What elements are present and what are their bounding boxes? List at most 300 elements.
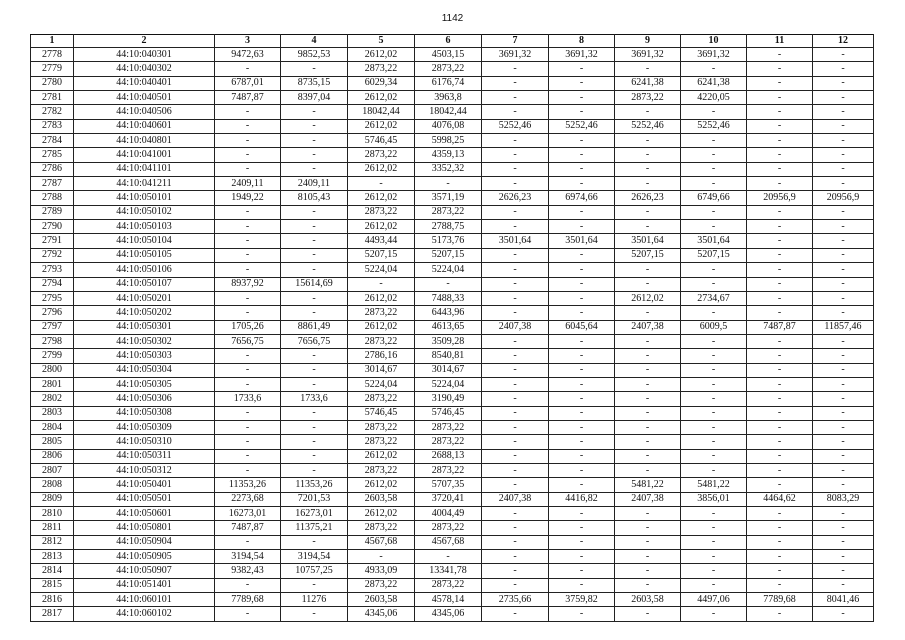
table-cell-col-2: 44:10:050308 — [74, 406, 215, 420]
table-cell-col-10: 3501,64 — [681, 234, 747, 248]
table-cell-col-3: 7487,87 — [215, 91, 281, 105]
table-cell-col-9: 5207,15 — [615, 248, 681, 262]
table-cell-col-4: - — [281, 62, 348, 76]
table-cell-col-4: - — [281, 220, 348, 234]
table-cell-col-9: - — [615, 564, 681, 578]
table-cell-col-2: 44:10:050202 — [74, 306, 215, 320]
column-header-8: 8 — [549, 35, 615, 48]
table-row — [31, 134, 874, 148]
table-cell-col-5: 2873,22 — [348, 392, 415, 406]
table-cell-col-7: 3691,32 — [482, 48, 549, 62]
table-cell-col-12: - — [813, 205, 874, 219]
table-cell-col-11: - — [747, 392, 813, 406]
table-cell-col-12: - — [813, 220, 874, 234]
table-cell-col-7: 5252,46 — [482, 119, 549, 133]
table-cell-col-6: 2688,13 — [415, 449, 482, 463]
table-cell-col-6: 4578,14 — [415, 593, 482, 607]
table-cell-col-8: - — [549, 349, 615, 363]
table-cell-col-11: - — [747, 277, 813, 291]
table-cell-col-5: 2873,22 — [348, 306, 415, 320]
table-cell-col-5: 6029,34 — [348, 76, 415, 90]
table-cell-col-9: - — [615, 435, 681, 449]
table-cell-col-10: 3856,01 — [681, 492, 747, 506]
table-cell-col-4: - — [281, 119, 348, 133]
table-cell-col-2: 44:10:041001 — [74, 148, 215, 162]
table-cell-col-2: 44:10:040302 — [74, 62, 215, 76]
table-cell-col-8: 3759,82 — [549, 593, 615, 607]
table-cell-col-12: - — [813, 392, 874, 406]
table-row — [31, 76, 874, 90]
table-row — [31, 248, 874, 262]
table-cell-col-8: - — [549, 291, 615, 305]
table-cell-col-8: - — [549, 134, 615, 148]
table-cell-col-10: 6749,66 — [681, 191, 747, 205]
table-cell-col-12: - — [813, 420, 874, 434]
table-cell-col-2: 44:10:050107 — [74, 277, 215, 291]
table-cell-col-10: - — [681, 306, 747, 320]
table-cell-col-10: - — [681, 162, 747, 176]
table-cell-col-8: - — [549, 162, 615, 176]
table-cell-col-4: - — [281, 463, 348, 477]
table-cell-col-3: - — [215, 363, 281, 377]
table-cell-col-11: - — [747, 105, 813, 119]
table-cell-col-10: - — [681, 349, 747, 363]
table-cell-col-8: - — [549, 205, 615, 219]
table-cell-col-6: 4004,49 — [415, 507, 482, 521]
table-cell-col-8: - — [549, 507, 615, 521]
table-cell-col-4: 7656,75 — [281, 334, 348, 348]
table-cell-col-2: 44:10:050104 — [74, 234, 215, 248]
column-header-3: 3 — [215, 35, 281, 48]
table-row — [31, 162, 874, 176]
table-cell-col-9: 2873,22 — [615, 91, 681, 105]
table-cell-col-11: - — [747, 248, 813, 262]
table-cell-col-10: - — [681, 377, 747, 391]
table-cell-col-7: - — [482, 507, 549, 521]
table-cell-col-9: - — [615, 607, 681, 621]
table-cell-col-1: 2787 — [31, 177, 74, 191]
table-cell-col-2: 44:10:050311 — [74, 449, 215, 463]
table-cell-col-11: 20956,9 — [747, 191, 813, 205]
table-cell-col-12: - — [813, 578, 874, 592]
table-cell-col-12: - — [813, 306, 874, 320]
table-cell-col-9: 3501,64 — [615, 234, 681, 248]
table-cell-col-1: 2781 — [31, 91, 74, 105]
table-row — [31, 535, 874, 549]
table-cell-col-8: - — [549, 277, 615, 291]
table-cell-col-6: - — [415, 550, 482, 564]
table-cell-col-3: 2409,11 — [215, 177, 281, 191]
table-cell-col-2: 44:10:050309 — [74, 420, 215, 434]
table-cell-col-11: - — [747, 349, 813, 363]
table-cell-col-11: - — [747, 535, 813, 549]
table-cell-col-11: - — [747, 148, 813, 162]
table-cell-col-7: - — [482, 277, 549, 291]
table-cell-col-2: 44:10:051401 — [74, 578, 215, 592]
table-cell-col-5: 4493,44 — [348, 234, 415, 248]
table-cell-col-8: 6974,66 — [549, 191, 615, 205]
column-header-7: 7 — [482, 35, 549, 48]
table-cell-col-9: 5481,22 — [615, 478, 681, 492]
table-cell-col-12: - — [813, 291, 874, 305]
table-cell-col-7: - — [482, 177, 549, 191]
table-cell-col-6: 2873,22 — [415, 435, 482, 449]
table-cell-col-5: 5224,04 — [348, 377, 415, 391]
table-cell-col-1: 2785 — [31, 148, 74, 162]
table-cell-col-5: 2612,02 — [348, 220, 415, 234]
table-cell-col-9: - — [615, 306, 681, 320]
table-cell-col-4: - — [281, 263, 348, 277]
table-cell-col-8: - — [549, 449, 615, 463]
table-cell-col-9: 2626,23 — [615, 191, 681, 205]
table-cell-col-11: - — [747, 478, 813, 492]
table-cell-col-7: 3501,64 — [482, 234, 549, 248]
table-cell-col-2: 44:10:050306 — [74, 392, 215, 406]
data-table — [30, 34, 874, 622]
table-row — [31, 593, 874, 607]
table-cell-col-4: 1733,6 — [281, 392, 348, 406]
table-cell-col-10: - — [681, 363, 747, 377]
table-cell-col-8: - — [549, 435, 615, 449]
table-cell-col-3: - — [215, 349, 281, 363]
table-cell-col-6: 5224,04 — [415, 377, 482, 391]
table-cell-col-10: - — [681, 578, 747, 592]
table-cell-col-12: - — [813, 349, 874, 363]
table-cell-col-4: 15614,69 — [281, 277, 348, 291]
table-cell-col-5: 5224,04 — [348, 263, 415, 277]
table-cell-col-3: - — [215, 248, 281, 262]
table-cell-col-10: - — [681, 177, 747, 191]
table-cell-col-7: - — [482, 205, 549, 219]
table-cell-col-11: - — [747, 234, 813, 248]
table-cell-col-1: 2817 — [31, 607, 74, 621]
table-cell-col-10: - — [681, 535, 747, 549]
table-cell-col-9: - — [615, 220, 681, 234]
table-cell-col-5: 2873,22 — [348, 334, 415, 348]
table-row — [31, 463, 874, 477]
table-cell-col-11: - — [747, 91, 813, 105]
table-cell-col-8: - — [549, 105, 615, 119]
table-row — [31, 492, 874, 506]
table-cell-col-9: - — [615, 550, 681, 564]
table-cell-col-5: 2612,02 — [348, 449, 415, 463]
table-cell-col-5: 2873,22 — [348, 205, 415, 219]
table-cell-col-6: 3190,49 — [415, 392, 482, 406]
table-cell-col-8: 3501,64 — [549, 234, 615, 248]
table-cell-col-3: - — [215, 263, 281, 277]
table-cell-col-3: 7789,68 — [215, 593, 281, 607]
column-header-10: 10 — [681, 35, 747, 48]
table-cell-col-9: - — [615, 105, 681, 119]
table-cell-col-7: - — [482, 162, 549, 176]
table-cell-col-2: 44:10:050102 — [74, 205, 215, 219]
table-cell-col-5: 2873,22 — [348, 148, 415, 162]
table-cell-col-7: - — [482, 420, 549, 434]
table-cell-col-9: 5252,46 — [615, 119, 681, 133]
table-cell-col-4: - — [281, 205, 348, 219]
table-cell-col-7: - — [482, 521, 549, 535]
table-cell-col-10: 5207,15 — [681, 248, 747, 262]
table-cell-col-3: 2273,68 — [215, 492, 281, 506]
table-cell-col-7: - — [482, 377, 549, 391]
table-cell-col-10: - — [681, 334, 747, 348]
table-cell-col-1: 2803 — [31, 406, 74, 420]
table-cell-col-12: - — [813, 449, 874, 463]
table-cell-col-1: 2810 — [31, 507, 74, 521]
table-row — [31, 91, 874, 105]
table-cell-col-6: 4345,06 — [415, 607, 482, 621]
table-cell-col-11: - — [747, 406, 813, 420]
table-cell-col-2: 44:10:041101 — [74, 162, 215, 176]
column-header-5: 5 — [348, 35, 415, 48]
table-cell-col-7: - — [482, 62, 549, 76]
table-cell-col-1: 2791 — [31, 234, 74, 248]
column-header-12: 12 — [813, 35, 874, 48]
table-cell-col-2: 44:10:050310 — [74, 435, 215, 449]
table-cell-col-1: 2813 — [31, 550, 74, 564]
table-cell-col-6: 3509,28 — [415, 334, 482, 348]
table-cell-col-3: 1949,22 — [215, 191, 281, 205]
table-cell-col-1: 2778 — [31, 48, 74, 62]
table-cell-col-3: 11353,26 — [215, 478, 281, 492]
table-cell-col-4: 11276 — [281, 593, 348, 607]
table-cell-col-9: - — [615, 263, 681, 277]
table-cell-col-6: 2873,22 — [415, 62, 482, 76]
table-cell-col-1: 2808 — [31, 478, 74, 492]
table-row — [31, 521, 874, 535]
table-row — [31, 177, 874, 191]
table-cell-col-3: - — [215, 435, 281, 449]
table-cell-col-1: 2804 — [31, 420, 74, 434]
table-cell-col-7: - — [482, 578, 549, 592]
table-cell-col-3: - — [215, 377, 281, 391]
table-cell-col-1: 2805 — [31, 435, 74, 449]
table-row — [31, 105, 874, 119]
table-cell-col-2: 44:10:050601 — [74, 507, 215, 521]
table-cell-col-7: - — [482, 607, 549, 621]
table-cell-col-8: - — [549, 248, 615, 262]
table-cell-col-6: - — [415, 177, 482, 191]
table-cell-col-6: 18042,44 — [415, 105, 482, 119]
table-cell-col-12: - — [813, 478, 874, 492]
table-cell-col-7: - — [482, 76, 549, 90]
table-cell-col-8: - — [549, 535, 615, 549]
table-cell-col-9: - — [615, 349, 681, 363]
table-cell-col-4: 9852,53 — [281, 48, 348, 62]
table-cell-col-1: 2797 — [31, 320, 74, 334]
table-cell-col-3: - — [215, 578, 281, 592]
table-body — [31, 48, 874, 622]
table-cell-col-10: - — [681, 105, 747, 119]
table-cell-col-12: - — [813, 76, 874, 90]
table-cell-col-9: - — [615, 162, 681, 176]
table-cell-col-12: - — [813, 105, 874, 119]
table-cell-col-5: 5746,45 — [348, 406, 415, 420]
table-cell-col-5: 2873,22 — [348, 435, 415, 449]
table-cell-col-10: 2734,67 — [681, 291, 747, 305]
table-cell-col-3: - — [215, 306, 281, 320]
table-cell-col-6: 7488,33 — [415, 291, 482, 305]
table-cell-col-8: - — [549, 306, 615, 320]
table-cell-col-7: - — [482, 248, 549, 262]
table-cell-col-8: 4416,82 — [549, 492, 615, 506]
table-cell-col-6: 3571,19 — [415, 191, 482, 205]
table-cell-col-3: - — [215, 62, 281, 76]
table-cell-col-4: 2409,11 — [281, 177, 348, 191]
table-cell-col-5: 2612,02 — [348, 48, 415, 62]
table-row — [31, 363, 874, 377]
table-cell-col-5: 2873,22 — [348, 521, 415, 535]
table-cell-col-12: 20956,9 — [813, 191, 874, 205]
table-cell-col-5: 18042,44 — [348, 105, 415, 119]
table-row — [31, 607, 874, 621]
table-cell-col-6: 3352,32 — [415, 162, 482, 176]
table-cell-col-12: - — [813, 564, 874, 578]
table-cell-col-6: 2873,22 — [415, 205, 482, 219]
table-cell-col-1: 2802 — [31, 392, 74, 406]
table-cell-col-3: - — [215, 449, 281, 463]
table-cell-col-3: - — [215, 134, 281, 148]
table-cell-col-4: - — [281, 248, 348, 262]
table-row — [31, 550, 874, 564]
table-cell-col-8: - — [549, 91, 615, 105]
table-row — [31, 420, 874, 434]
table-cell-col-10: - — [681, 463, 747, 477]
table-cell-col-8: - — [549, 578, 615, 592]
table-cell-col-12: - — [813, 234, 874, 248]
table-cell-col-10: - — [681, 435, 747, 449]
table-cell-col-7: - — [482, 535, 549, 549]
table-cell-col-12: - — [813, 435, 874, 449]
table-cell-col-7: - — [482, 105, 549, 119]
table-cell-col-10: - — [681, 564, 747, 578]
table-cell-col-6: 6443,96 — [415, 306, 482, 320]
table-cell-col-8: - — [549, 392, 615, 406]
table-cell-col-2: 44:10:040301 — [74, 48, 215, 62]
table-cell-col-4: 11375,21 — [281, 521, 348, 535]
table-cell-col-9: - — [615, 277, 681, 291]
table-cell-col-1: 2789 — [31, 205, 74, 219]
table-cell-col-7: - — [482, 349, 549, 363]
table-cell-col-6: 3720,41 — [415, 492, 482, 506]
table-cell-col-8: - — [549, 406, 615, 420]
table-cell-col-8: - — [549, 420, 615, 434]
column-header-11: 11 — [747, 35, 813, 48]
table-cell-col-7: - — [482, 392, 549, 406]
table-cell-col-10: - — [681, 521, 747, 535]
table-cell-col-6: 4359,13 — [415, 148, 482, 162]
table-cell-col-6: 5207,15 — [415, 248, 482, 262]
table-cell-col-3: 6787,01 — [215, 76, 281, 90]
table-cell-col-10: - — [681, 205, 747, 219]
table-cell-col-1: 2800 — [31, 363, 74, 377]
table-cell-col-10: - — [681, 220, 747, 234]
table-cell-col-12: - — [813, 62, 874, 76]
table-cell-col-2: 44:10:050105 — [74, 248, 215, 262]
table-row — [31, 220, 874, 234]
table-cell-col-3: - — [215, 105, 281, 119]
table-cell-col-1: 2812 — [31, 535, 74, 549]
table-cell-col-11: - — [747, 334, 813, 348]
table-cell-col-2: 44:10:040401 — [74, 76, 215, 90]
table-cell-col-1: 2798 — [31, 334, 74, 348]
table-cell-col-8: - — [549, 62, 615, 76]
table-cell-col-4: - — [281, 535, 348, 549]
table-cell-col-5: 5207,15 — [348, 248, 415, 262]
table-cell-col-10: - — [681, 134, 747, 148]
table-cell-col-11: - — [747, 377, 813, 391]
table-cell-col-8: - — [549, 220, 615, 234]
table-cell-col-8: - — [549, 607, 615, 621]
table-cell-col-12: 8041,46 — [813, 593, 874, 607]
table-cell-col-1: 2793 — [31, 263, 74, 277]
table-cell-col-10: - — [681, 406, 747, 420]
table-row — [31, 205, 874, 219]
table-cell-col-2: 44:10:050302 — [74, 334, 215, 348]
table-cell-col-10: - — [681, 507, 747, 521]
table-cell-col-4: - — [281, 162, 348, 176]
table-cell-col-9: - — [615, 521, 681, 535]
table-cell-col-10: 6009,5 — [681, 320, 747, 334]
table-cell-col-11: - — [747, 607, 813, 621]
table-cell-col-10: - — [681, 148, 747, 162]
table-cell-col-6: 2873,22 — [415, 420, 482, 434]
table-cell-col-10: - — [681, 392, 747, 406]
table-cell-col-5: 5746,45 — [348, 134, 415, 148]
table-row — [31, 306, 874, 320]
table-cell-col-1: 2786 — [31, 162, 74, 176]
table-cell-col-10: - — [681, 420, 747, 434]
table-cell-col-3: - — [215, 406, 281, 420]
table-cell-col-12: - — [813, 377, 874, 391]
table-cell-col-8: 3691,32 — [549, 48, 615, 62]
table-cell-col-3: - — [215, 535, 281, 549]
table-cell-col-12: - — [813, 248, 874, 262]
table-cell-col-4: 8105,43 — [281, 191, 348, 205]
table-cell-col-5: - — [348, 177, 415, 191]
table-cell-col-10: 5252,46 — [681, 119, 747, 133]
table-cell-col-6: 4613,65 — [415, 320, 482, 334]
table-cell-col-2: 44:10:050907 — [74, 564, 215, 578]
table-cell-col-5: 3014,67 — [348, 363, 415, 377]
table-cell-col-11: - — [747, 76, 813, 90]
column-header-6: 6 — [415, 35, 482, 48]
table-cell-col-1: 2799 — [31, 349, 74, 363]
column-header-9: 9 — [615, 35, 681, 48]
table-cell-col-8: - — [549, 334, 615, 348]
table-cell-col-12: - — [813, 406, 874, 420]
table-cell-col-7: - — [482, 550, 549, 564]
table-cell-col-10: 4220,05 — [681, 91, 747, 105]
table-cell-col-2: 44:10:040601 — [74, 119, 215, 133]
table-cell-col-1: 2792 — [31, 248, 74, 262]
table-cell-col-2: 44:10:060102 — [74, 607, 215, 621]
table-cell-col-2: 44:10:040801 — [74, 134, 215, 148]
table-cell-col-10: 6241,38 — [681, 76, 747, 90]
table-cell-col-5: 2873,22 — [348, 62, 415, 76]
table-cell-col-3: 8937,92 — [215, 277, 281, 291]
table-cell-col-8: - — [549, 463, 615, 477]
table-cell-col-3: - — [215, 607, 281, 621]
table-cell-col-2: 44:10:040501 — [74, 91, 215, 105]
table-cell-col-9: 2612,02 — [615, 291, 681, 305]
table-cell-col-10: 4497,06 — [681, 593, 747, 607]
table-cell-col-9: 3691,32 — [615, 48, 681, 62]
table-cell-col-12: - — [813, 91, 874, 105]
table-cell-col-11: - — [747, 134, 813, 148]
column-header-1: 1 — [31, 35, 74, 48]
table-cell-col-5: 2612,02 — [348, 320, 415, 334]
